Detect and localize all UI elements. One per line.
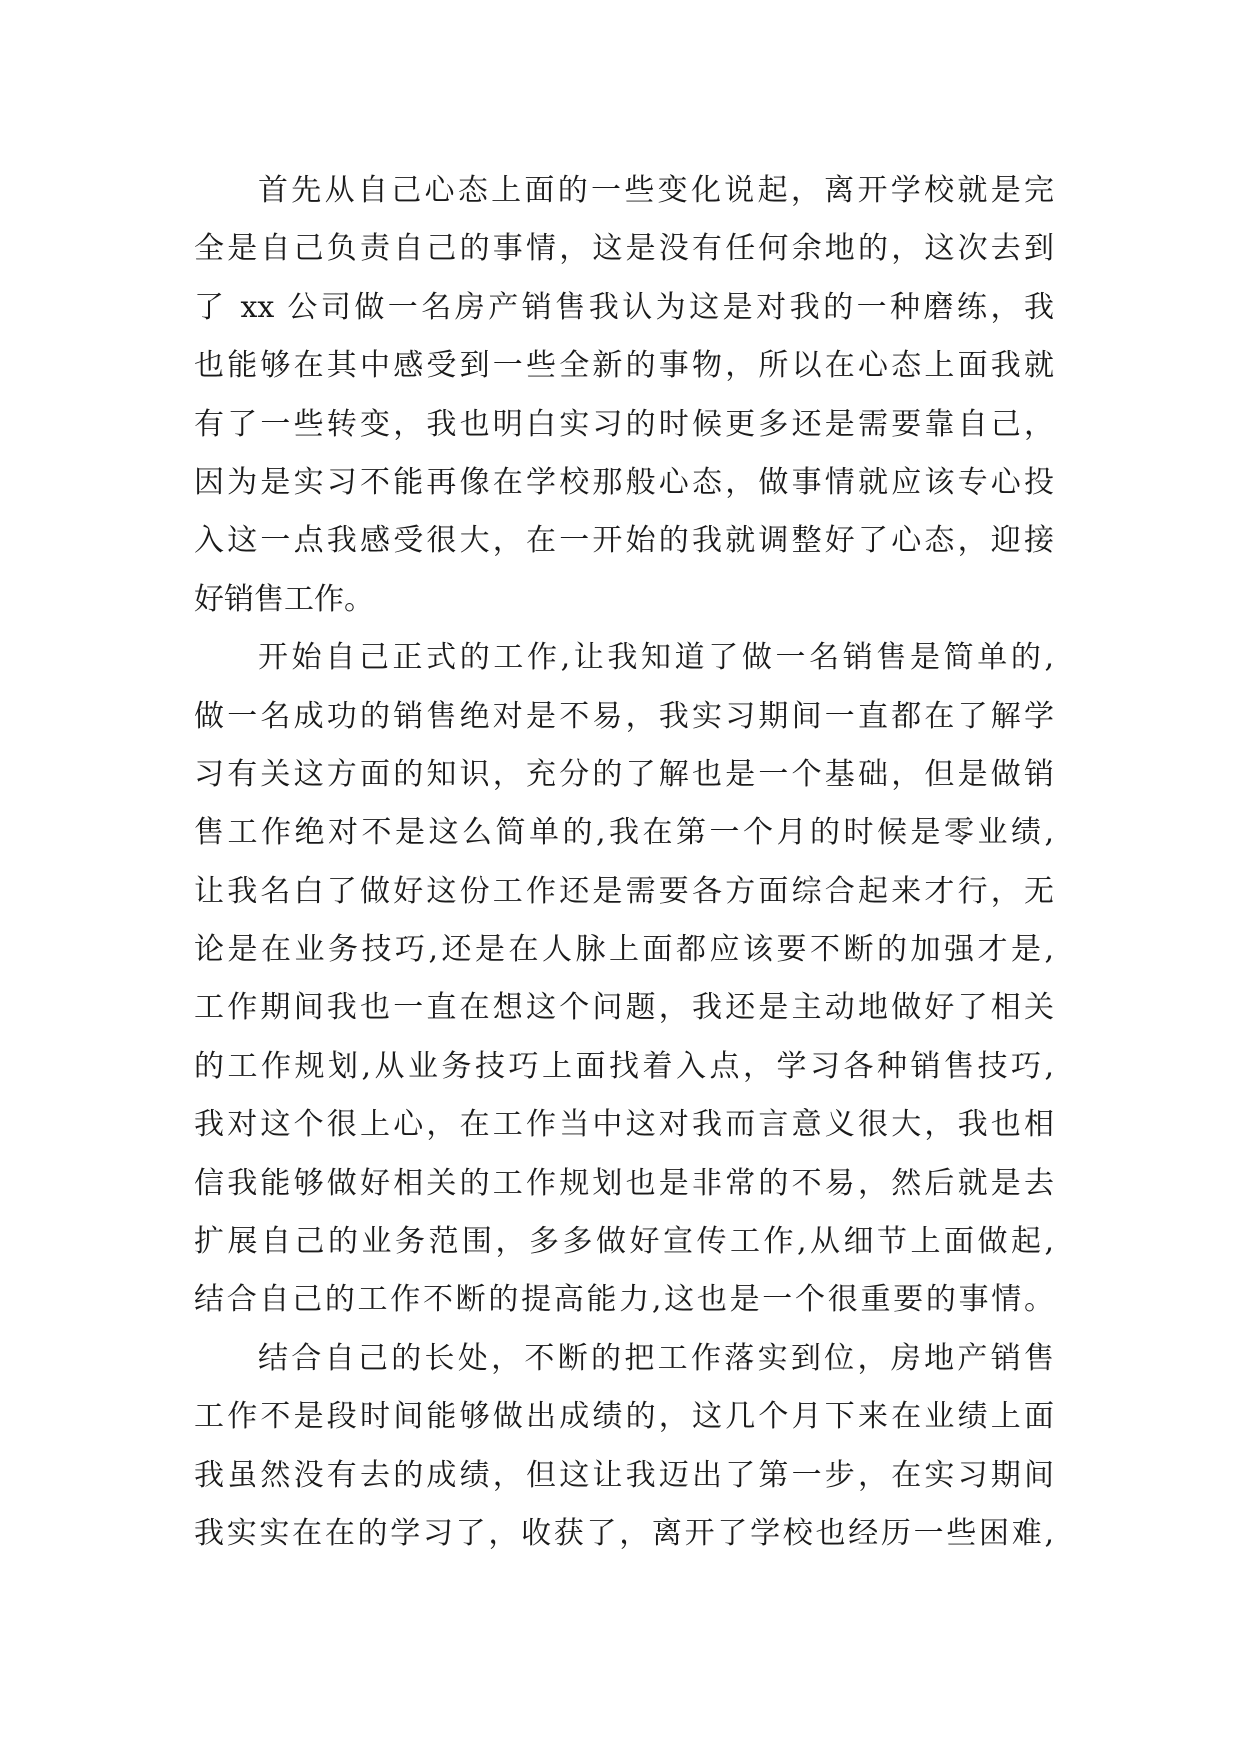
paragraph-1-line-2: 全是自己负责自己的事情，这是没有任何余地的，这次去到 — [194, 231, 1054, 267]
paragraph-2-line-5: 让我名白了做好这份工作还是需要各方面综合起来才行，无 — [194, 873, 1054, 909]
paragraph-2-line-3: 习有关这方面的知识，充分的了解也是一个基础，但是做销 — [194, 756, 1054, 792]
paragraph-1-line-5: 有了一些转变，我也明白实习的时候更多还是需要靠自己， — [194, 406, 1054, 442]
paragraph-1-line-3: 了 xx 公司做一名房产销售我认为这是对我的一种磨练，我 — [194, 289, 1054, 325]
paragraph-2-line-7: 工作期间我也一直在想这个问题，我还是主动地做好了相关 — [194, 990, 1054, 1026]
paragraph-2-line-6: 论是在业务技巧,还是在人脉上面都应该要不断的加强才是, — [194, 932, 1054, 968]
paragraph-2-line-10: 信我能够做好相关的工作规划也是非常的不易，然后就是去 — [194, 1165, 1054, 1201]
paragraph-2-line-11: 扩展自己的业务范围，多多做好宣传工作,从细节上面做起, — [194, 1224, 1054, 1260]
paragraph-3-line-1: 结合自己的长处，不断的把工作落实到位，房地产销售 — [258, 1340, 1054, 1376]
paragraph-2-line-8: 的工作规划,从业务技巧上面找着入点，学习各种销售技巧, — [194, 1048, 1054, 1084]
paragraph-1-line-6: 因为是实习不能再像在学校那般心态，做事情就应该专心投 — [194, 464, 1054, 500]
paragraph-2-line-12: 结合自己的工作不断的提高能力,这也是一个很重要的事情。 — [194, 1282, 1054, 1318]
paragraph-1-line-1: 首先从自己心态上面的一些变化说起，离开学校就是完 — [258, 173, 1054, 208]
paragraph-1-line-4: 也能够在其中感受到一些全新的事物，所以在心态上面我就 — [194, 348, 1054, 384]
paragraph-2-line-9: 我对这个很上心，在工作当中这对我而言意义很大，我也相 — [194, 1107, 1054, 1143]
paragraph-2-line-2: 做一名成功的销售绝对是不易，我实习期间一直都在了解学 — [194, 698, 1054, 734]
paragraph-1-line-8: 好销售工作。 — [194, 581, 374, 617]
paragraph-1-line-7: 入这一点我感受很大，在一开始的我就调整好了心态，迎接 — [194, 523, 1054, 559]
paragraph-2-line-1: 开始自己正式的工作,让我知道了做一名销售是简单的, — [258, 640, 1054, 676]
paragraph-3-line-2: 工作不是段时间能够做出成绩的，这几个月下来在业绩上面 — [194, 1399, 1054, 1435]
paragraph-2-line-4: 售工作绝对不是这么简单的,我在第一个月的时候是零业绩, — [194, 815, 1054, 851]
paragraph-3-line-4: 我实实在在的学习了，收获了，离开了学校也经历一些困难, — [194, 1515, 1054, 1551]
body-text — [194, 162, 1054, 1563]
paragraph-3-line-3: 我虽然没有去的成绩，但这让我迈出了第一步，在实习期间 — [194, 1457, 1054, 1493]
